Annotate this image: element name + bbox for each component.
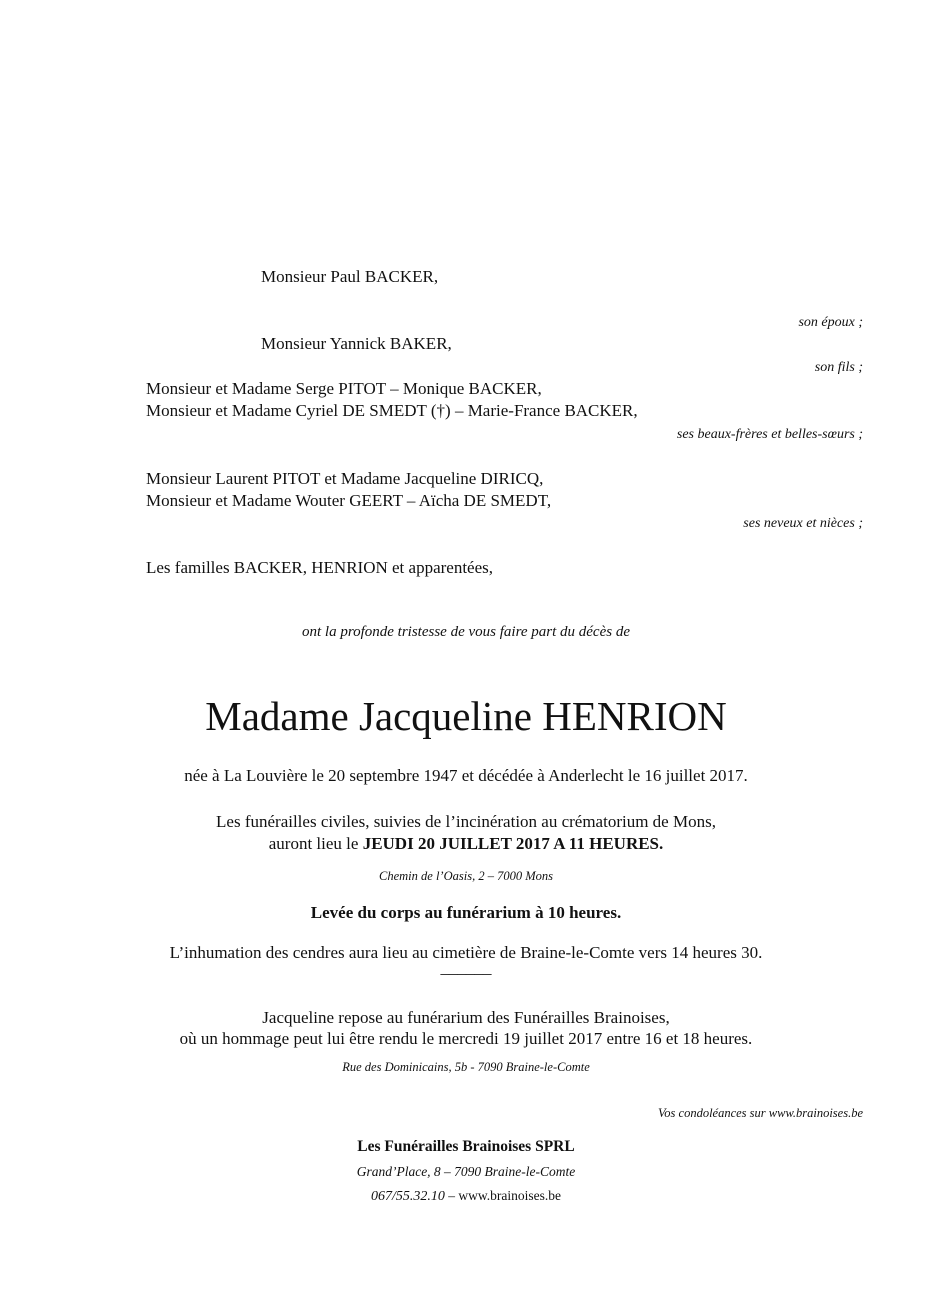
funeral-home-website: www.brainoises.be (458, 1188, 561, 1203)
son-name: Monsieur Yannick BAKER, (261, 334, 452, 353)
nephews-role: ses neveux et nièces ; (743, 516, 863, 531)
spouse-role: son époux ; (798, 315, 863, 330)
visitation-address: Rue des Dominicains, 5b - 7090 Braine-le-Comte (342, 1060, 590, 1074)
funeral-home-name: Les Funérailles Brainoises SPRL (357, 1138, 575, 1155)
contact-separator: – (444, 1188, 459, 1203)
deceased-name: Madame Jacqueline HENRION (205, 693, 727, 739)
visitation-line-2: où un hommage peut lui être rendu le mercredi 19 juillet 2017 entre 16 et 18 heures. (179, 1029, 753, 1048)
condolences: Vos condoléances sur www.brainoises.be (658, 1106, 863, 1120)
ceremony-prefix: auront lieu le (268, 834, 363, 853)
spouse-name: Monsieur Paul BACKER, (261, 267, 439, 286)
inhumation: L’inhumation des cendres aura lieu au cimetière de Braine-le-Comte vers 14 heures 30. (169, 943, 763, 962)
visitation-line-1: Jacqueline repose au funérarium des Funérailles Brainoises, (262, 1008, 670, 1027)
inlaws-line-1: Monsieur et Madame Serge PITOT – Monique BACKER, (146, 379, 542, 398)
son-role: son fils ; (814, 360, 863, 375)
nephews-line-1: Monsieur Laurent PITOT et Madame Jacqueline DIRICQ, (146, 469, 544, 488)
ceremony-line-1: Les funérailles civiles, suivies de l’incinération au crématorium de Mons, (216, 812, 716, 831)
inlaws-role: ses beaux-frères et belles-sœurs ; (676, 427, 863, 442)
ceremony-address: Chemin de l’Oasis, 2 – 7000 Mons (379, 869, 553, 883)
nephews-line-2: Monsieur et Madame Wouter GEERT – Aïcha DE SMEDT, (146, 491, 552, 510)
funeral-home-contact (0, 1186, 932, 1207)
separator-line: ______ (440, 958, 492, 977)
inlaws-line-2: Monsieur et Madame Cyriel DE SMEDT (†) – Marie-France BACKER, (146, 401, 638, 420)
funeral-home-address: Grand’Place, 8 – 7090 Braine-le-Comte (356, 1164, 576, 1179)
levee-du-corps: Levée du corps au funérarium à 10 heures. (310, 903, 622, 922)
birth-death: née à La Louvière le 20 septembre 1947 et décédée à Anderlecht le 16 juillet 2017. (184, 766, 748, 785)
families-line: Les familles BACKER, HENRION et apparentées, (146, 558, 493, 577)
ceremony-date: JEUDI 20 JUILLET 2017 A 11 HEURES. (362, 834, 664, 853)
funeral-home-phone: 067/55.32.10 (371, 1189, 445, 1204)
ceremony-line-2 (0, 834, 932, 854)
announcement: ont la profonde tristesse de vous faire part du décès de (301, 624, 630, 640)
